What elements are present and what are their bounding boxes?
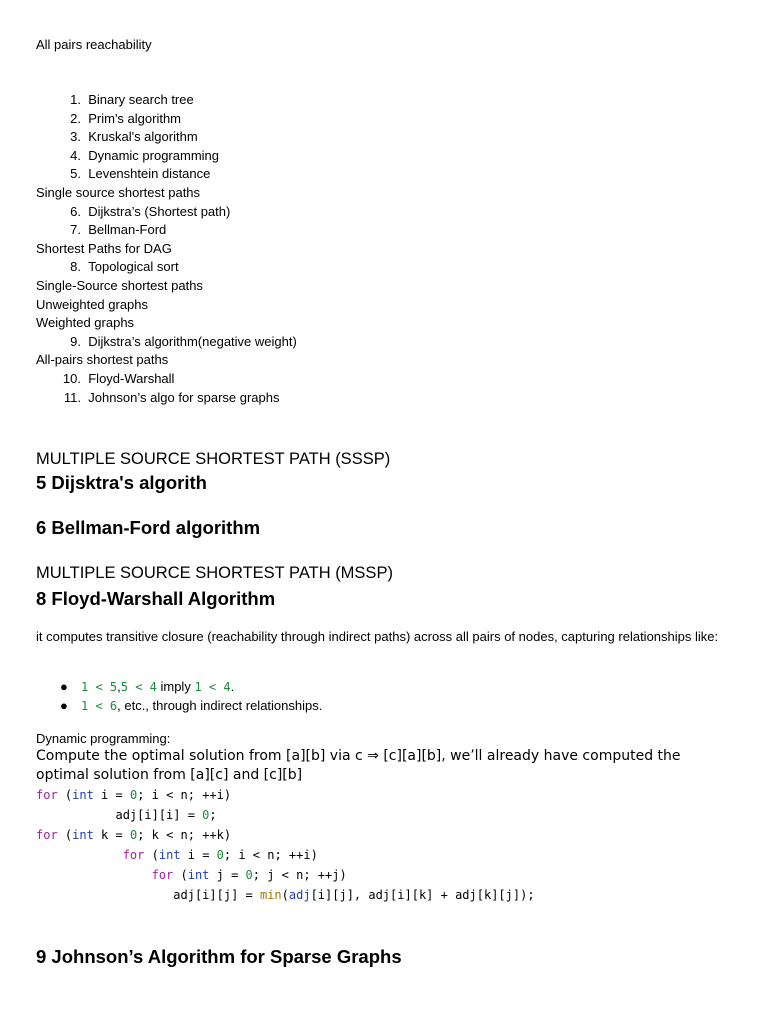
list-number: 1. (70, 92, 81, 107)
code-text: ( (57, 788, 73, 802)
inline-code: 5 < 4 (120, 680, 157, 694)
list-item (36, 221, 736, 240)
code-text: ; i < n; ++i) (137, 788, 232, 802)
list-number: 10. (62, 370, 81, 386)
list-item-label: Johnson’s algo for sparse graphs (88, 389, 280, 405)
indent (36, 848, 123, 862)
list-item-label: Topological sort (88, 259, 179, 275)
list-number: 5. (70, 166, 81, 182)
code-text: i = (180, 848, 217, 862)
list-item (36, 333, 736, 352)
identifier: adj (288, 888, 311, 902)
code-line (36, 845, 535, 865)
outline-subheading: Shortest Paths for DAG (36, 240, 172, 256)
code-block (36, 785, 535, 905)
johnson-heading: 9 Johnson’s Algorithm for Sparse Graphs (36, 946, 402, 967)
inline-code: 1 < 6 (81, 698, 118, 713)
list-item (36, 389, 736, 408)
function-name: min (259, 888, 282, 902)
code-text: adj[i][j] = (36, 888, 260, 902)
end-text: . (230, 679, 235, 694)
list-item-label: Levenshtein distance (88, 166, 211, 182)
list-item (36, 110, 736, 129)
dijkstra-heading: 5 Dijsktra's algorith (36, 472, 207, 493)
list-item (36, 678, 322, 697)
code-text: i = (93, 788, 130, 802)
list-item-label: Floyd-Warshall (88, 370, 175, 386)
code-text: ; j < n; ++j) (252, 868, 347, 882)
type: int (72, 788, 94, 802)
list-number: 8. (70, 259, 81, 275)
bullet-dot-icon: ● (60, 679, 68, 694)
code-line (36, 865, 535, 885)
list-item (36, 258, 736, 277)
outline-subheading: All-pairs shortest paths (36, 352, 169, 368)
code-text: ( (57, 828, 73, 842)
separator-text: , (117, 679, 121, 694)
code-line (36, 885, 535, 905)
mssp-title: MULTIPLE SOURCE SHORTEST PATH (MSSP) (36, 564, 393, 582)
list-item-label: Kruskal's algorithm (88, 129, 198, 145)
type: int (72, 828, 94, 842)
list-item (36, 370, 736, 389)
sssp-title: MULTIPLE SOURCE SHORTEST PATH (SSSP) (36, 450, 391, 468)
list-item (36, 203, 736, 222)
code-line (36, 825, 535, 845)
outline-subheading: Unweighted graphs (36, 296, 149, 312)
keyword: for (122, 848, 145, 862)
keyword: for (151, 868, 174, 882)
relationship-list (36, 678, 322, 715)
list-item (36, 165, 736, 184)
list-number: 7. (70, 222, 81, 238)
floyd-warshall-heading: 8 Floyd-Warshall Algorithm (36, 588, 276, 609)
floyd-description: it computes transitive closure (reachability through indirect paths) across all pairs of nodes, capturing relationships like: (36, 629, 719, 644)
list-number: 2. (70, 110, 81, 126)
list-item-label: Dijkstra’s algorithm(negative weight) (88, 333, 297, 349)
code-text: ; (209, 808, 217, 822)
list-number: 11. (63, 389, 81, 405)
keyword: for (36, 828, 58, 842)
indent (36, 868, 152, 882)
list-number: 9. (70, 333, 81, 349)
list-item (36, 128, 736, 147)
code-text: [i][j], adj[i][k] + adj[k][j]); (310, 888, 535, 902)
code-text: ( (144, 848, 159, 862)
list-item (36, 147, 736, 166)
dp-label: Dynamic programming: (36, 731, 171, 746)
code-text: adj[i][i] = (36, 808, 203, 822)
list-item-label: Binary search tree (88, 92, 194, 107)
list-item-label: Prim's algorithm (88, 110, 182, 126)
code-text: ; i < n; ++i) (223, 848, 318, 862)
number: 0 (129, 828, 138, 842)
topic-outline (36, 91, 736, 407)
inline-code: 1 < 5 (81, 680, 118, 694)
number: 0 (129, 788, 138, 802)
list-number: 6. (70, 203, 81, 219)
number: 0 (245, 868, 253, 882)
list-item (36, 697, 322, 716)
list-item-label: Dynamic programming (88, 147, 219, 163)
outline-subheading: Weighted graphs (36, 315, 135, 331)
number: 0 (216, 848, 224, 862)
list-item-label: Bellman-Ford (88, 222, 167, 238)
code-line (36, 785, 535, 805)
list-item (36, 91, 736, 110)
inline-code: 1 < 4 (194, 680, 231, 694)
intro-text: All pairs reachability (36, 37, 152, 52)
type: int (158, 848, 181, 862)
type: int (187, 868, 210, 882)
code-text: ; k < n; ++k) (137, 828, 232, 842)
outline-subheading: Single-Source shortest paths (36, 277, 203, 293)
bellman-ford-heading: 6 Bellman-Ford algorithm (36, 517, 261, 538)
code-text: k = (93, 828, 130, 842)
dp-description: Compute the optimal solution from [a][b] via c ⇒ [c][a][b], we’ll already have computed the optimal solution from [a][c] and [c][b] (36, 748, 681, 783)
code-line (36, 805, 535, 825)
list-number: 3. (70, 129, 81, 145)
number: 0 (202, 808, 210, 822)
outline-subheading: Single source shortest paths (36, 184, 201, 200)
code-text: ( (281, 888, 289, 902)
code-text: j = (209, 868, 246, 882)
bullet-dot-icon: ● (60, 697, 68, 713)
end-text: , etc., through indirect relationships. (117, 697, 323, 713)
code-text: ( (173, 868, 188, 882)
keyword: for (36, 788, 58, 802)
connector-text: imply (156, 679, 195, 694)
list-number: 4. (70, 147, 81, 163)
list-item-label: Dijkstra’s (Shortest path) (88, 203, 231, 219)
